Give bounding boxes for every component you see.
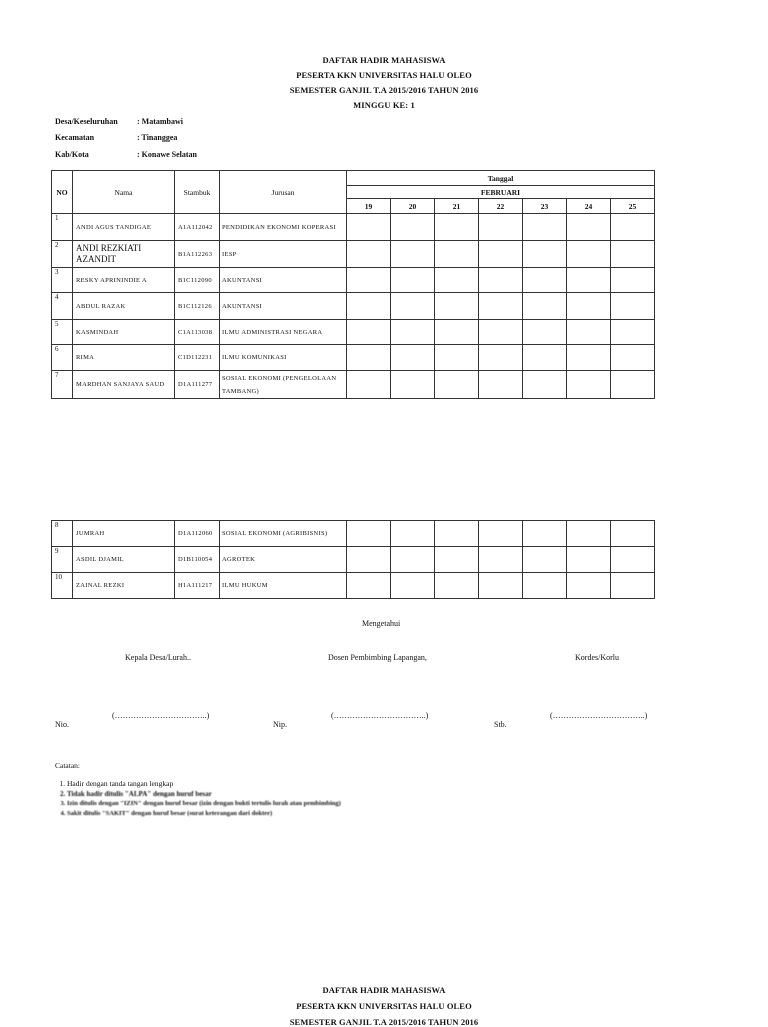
kordes-signature-line: (……………………………..) — [550, 711, 648, 720]
day-header: 20 — [391, 199, 435, 214]
student-jurusan: ILMU ADMINISTRASI NEGARA — [220, 320, 347, 345]
attendance-cell[interactable] — [435, 521, 479, 547]
attendance-cell[interactable] — [391, 320, 435, 345]
kecamatan-label: Kecamatan — [55, 133, 95, 142]
col-tanggal-header: Tanggal — [347, 171, 655, 186]
attendance-cell[interactable] — [567, 345, 611, 371]
row-number: 7 — [52, 371, 73, 399]
kabkota-value: : Konawe Selatan — [137, 150, 197, 159]
attendance-cell[interactable] — [611, 345, 655, 371]
table-row — [52, 371, 655, 399]
attendance-table — [51, 170, 655, 399]
attendance-cell[interactable] — [391, 293, 435, 320]
student-jurusan: SOSIAL EKONOMI (PENGELOLAAN TAMBANG) — [220, 371, 347, 399]
doc-week: MINGGU KE: 1 — [353, 100, 415, 110]
attendance-cell[interactable] — [435, 293, 479, 320]
attendance-cell[interactable] — [479, 371, 523, 399]
attendance-cell[interactable] — [523, 573, 567, 599]
student-name: ANDI AGUS TANDIGAE — [73, 214, 175, 241]
table-row — [52, 293, 655, 320]
student-jurusan: IESP — [220, 241, 347, 268]
note-item: 1. Hadir dengan tanda tangan lengkap — [67, 779, 341, 789]
note-item: 2. Tidak hadir ditulis "ALPA" dengan huruf besar — [67, 789, 341, 799]
student-stambuk: B1C112090 — [175, 268, 220, 293]
student-name: MARDHAN SANJAYA SAUD — [73, 371, 175, 399]
table-row — [52, 214, 655, 241]
student-stambuk: D1B110054 — [175, 547, 220, 573]
attendance-cell[interactable] — [567, 371, 611, 399]
student-jurusan: AKUNTANSI — [220, 293, 347, 320]
attendance-cell[interactable] — [523, 345, 567, 371]
table-row — [52, 521, 655, 547]
student-stambuk: B1C112126 — [175, 293, 220, 320]
attendance-cell[interactable] — [435, 268, 479, 293]
next-page-title: DAFTAR HADIR MAHASISWA — [322, 985, 446, 995]
attendance-cell[interactable] — [523, 293, 567, 320]
attendance-cell[interactable] — [391, 573, 435, 599]
attendance-cell[interactable] — [611, 573, 655, 599]
note-item: 3. Izin ditulis dengan "IZIN" dengan huruf besar (izin dengan bukti tertulis lurah atau pembimbing) — [67, 799, 341, 809]
next-page-subtitle: PESERTA KKN UNIVERSITAS HALU OLEO — [296, 1001, 472, 1011]
student-jurusan: ILMU HUKUM — [220, 573, 347, 599]
student-jurusan: AKUNTANSI — [220, 268, 347, 293]
day-header: 24 — [567, 199, 611, 214]
attendance-cell[interactable] — [479, 345, 523, 371]
row-number: 4 — [52, 293, 73, 320]
attendance-cell[interactable] — [347, 268, 391, 293]
student-name: RIMA — [73, 345, 175, 371]
row-number: 6 — [52, 345, 73, 371]
nio-label: Nio. — [55, 720, 69, 729]
day-header: 23 — [523, 199, 567, 214]
kabkota-label: Kab/Kota — [55, 150, 89, 159]
table-row — [52, 241, 655, 268]
table-row — [52, 268, 655, 293]
note-item: 4. Sakit ditulis "SAKIT" dengan huruf besar (surat keterangan dari dokter) — [67, 809, 341, 819]
row-number: 2 — [52, 241, 73, 268]
attendance-cell[interactable] — [391, 241, 435, 268]
attendance-cell[interactable] — [611, 293, 655, 320]
desa-label: Desa/Keseluruhan — [55, 117, 118, 126]
notes-list — [55, 779, 341, 819]
attendance-cell[interactable] — [479, 547, 523, 573]
attendance-cell[interactable] — [347, 293, 391, 320]
attendance-cell[interactable] — [435, 345, 479, 371]
desa-value: : Matambawi — [137, 117, 183, 126]
student-name: ZAINAL REZKI — [73, 573, 175, 599]
attendance-cell[interactable] — [347, 521, 391, 547]
attendance-cell[interactable] — [391, 214, 435, 241]
student-jurusan: AGROTEK — [220, 547, 347, 573]
attendance-cell[interactable] — [435, 573, 479, 599]
attendance-cell[interactable] — [479, 573, 523, 599]
attendance-cell[interactable] — [391, 547, 435, 573]
student-jurusan: ILMU KOMUNIKASI — [220, 345, 347, 371]
col-nama-header: Nama — [73, 171, 175, 214]
attendance-cell[interactable] — [611, 214, 655, 241]
attendance-cell[interactable] — [523, 241, 567, 268]
doc-title: DAFTAR HADIR MAHASISWA — [322, 55, 446, 65]
attendance-cell[interactable] — [391, 268, 435, 293]
attendance-cell[interactable] — [611, 241, 655, 268]
attendance-table-continued — [51, 520, 655, 599]
student-stambuk: B1A112263 — [175, 241, 220, 268]
student-stambuk: A1A112042 — [175, 214, 220, 241]
student-stambuk: D1A112060 — [175, 521, 220, 547]
month-header: FEBRUARI — [347, 186, 655, 199]
attendance-cell[interactable] — [523, 521, 567, 547]
doc-subtitle: PESERTA KKN UNIVERSITAS HALU OLEO — [296, 70, 472, 80]
attendance-cell[interactable] — [347, 371, 391, 399]
student-stambuk: D1A111277 — [175, 371, 220, 399]
attendance-cell[interactable] — [347, 241, 391, 268]
attendance-cell[interactable] — [567, 268, 611, 293]
attendance-cell[interactable] — [523, 214, 567, 241]
attendance-cell[interactable] — [435, 371, 479, 399]
attendance-cell[interactable] — [435, 320, 479, 345]
mengetahui-label: Mengetahui — [362, 619, 401, 628]
attendance-cell[interactable] — [479, 293, 523, 320]
kepala-signature-line: (……………………………..) — [112, 711, 210, 720]
attendance-cell[interactable] — [567, 214, 611, 241]
student-name: ABDUL RAZAK — [73, 293, 175, 320]
attendance-cell[interactable] — [479, 521, 523, 547]
student-name: RESKY APRININDIE A — [73, 268, 175, 293]
table-row — [52, 547, 655, 573]
row-number: 3 — [52, 268, 73, 293]
dosen-label: Dosen Pembimbing Lapangan, — [328, 653, 427, 662]
attendance-cell[interactable] — [479, 214, 523, 241]
student-name: ANDI REZKIATI AZANDIT — [73, 241, 175, 268]
attendance-cell[interactable] — [523, 371, 567, 399]
attendance-cell[interactable] — [611, 521, 655, 547]
day-header: 21 — [435, 199, 479, 214]
student-name: KASMINDAH — [73, 320, 175, 345]
row-number: 5 — [52, 320, 73, 345]
kecamatan-value: : Tinanggea — [137, 133, 178, 142]
student-jurusan: PENDIDIKAN EKONOMI KOPERASI — [220, 214, 347, 241]
attendance-cell[interactable] — [567, 573, 611, 599]
attendance-cell[interactable] — [391, 345, 435, 371]
attendance-cell[interactable] — [567, 241, 611, 268]
doc-semester: SEMESTER GANJIL T.A 2015/2016 TAHUN 2016 — [289, 85, 479, 95]
attendance-cell[interactable] — [567, 547, 611, 573]
attendance-cell[interactable] — [347, 214, 391, 241]
table-row — [52, 320, 655, 345]
attendance-cell[interactable] — [567, 320, 611, 345]
attendance-cell[interactable] — [611, 547, 655, 573]
student-stambuk: C1A113038 — [175, 320, 220, 345]
kordes-label: Kordes/Korlu — [575, 653, 619, 662]
attendance-cell[interactable] — [479, 268, 523, 293]
student-stambuk: H1A111217 — [175, 573, 220, 599]
attendance-cell[interactable] — [523, 547, 567, 573]
attendance-cell[interactable] — [347, 573, 391, 599]
attendance-cell[interactable] — [523, 268, 567, 293]
attendance-cell[interactable] — [567, 293, 611, 320]
attendance-cell[interactable] — [435, 547, 479, 573]
next-page-semester: SEMESTER GANJIL T.A 2015/2016 TAHUN 2016 — [289, 1017, 479, 1027]
row-number: 9 — [52, 547, 73, 573]
attendance-cell[interactable] — [611, 320, 655, 345]
attendance-cell[interactable] — [347, 345, 391, 371]
attendance-cell[interactable] — [567, 521, 611, 547]
col-no-header: NO — [52, 171, 73, 214]
attendance-cell[interactable] — [391, 521, 435, 547]
dosen-signature-line: (……………………………..) — [331, 711, 429, 720]
row-number: 8 — [52, 521, 73, 547]
nip-label: Nip. — [273, 720, 287, 729]
row-number: 1 — [52, 214, 73, 241]
kepala-desa-label: Kepala Desa/Lurah.. — [125, 653, 191, 662]
attendance-cell[interactable] — [523, 320, 567, 345]
col-stambuk-header: Stambuk — [175, 171, 220, 214]
notes-title: Catatan: — [55, 761, 80, 770]
attendance-cell[interactable] — [611, 268, 655, 293]
attendance-cell[interactable] — [611, 371, 655, 399]
day-header: 25 — [611, 199, 655, 214]
student-jurusan: SOSIAL EKONOMI (AGRIBISNIS) — [220, 521, 347, 547]
student-name: JUMRAH — [73, 521, 175, 547]
attendance-cell[interactable] — [479, 320, 523, 345]
student-name: ASDIL DJAMIL — [73, 547, 175, 573]
attendance-cell[interactable] — [435, 214, 479, 241]
day-header: 22 — [479, 199, 523, 214]
attendance-cell[interactable] — [347, 320, 391, 345]
attendance-cell[interactable] — [479, 241, 523, 268]
row-number: 10 — [52, 573, 73, 599]
table-row — [52, 345, 655, 371]
attendance-cell[interactable] — [347, 547, 391, 573]
day-header: 19 — [347, 199, 391, 214]
attendance-cell[interactable] — [391, 371, 435, 399]
table-row — [52, 573, 655, 599]
col-jurusan-header: Jurusan — [220, 171, 347, 214]
attendance-cell[interactable] — [435, 241, 479, 268]
student-stambuk: C1D112231 — [175, 345, 220, 371]
stb-label: Stb. — [494, 720, 507, 729]
